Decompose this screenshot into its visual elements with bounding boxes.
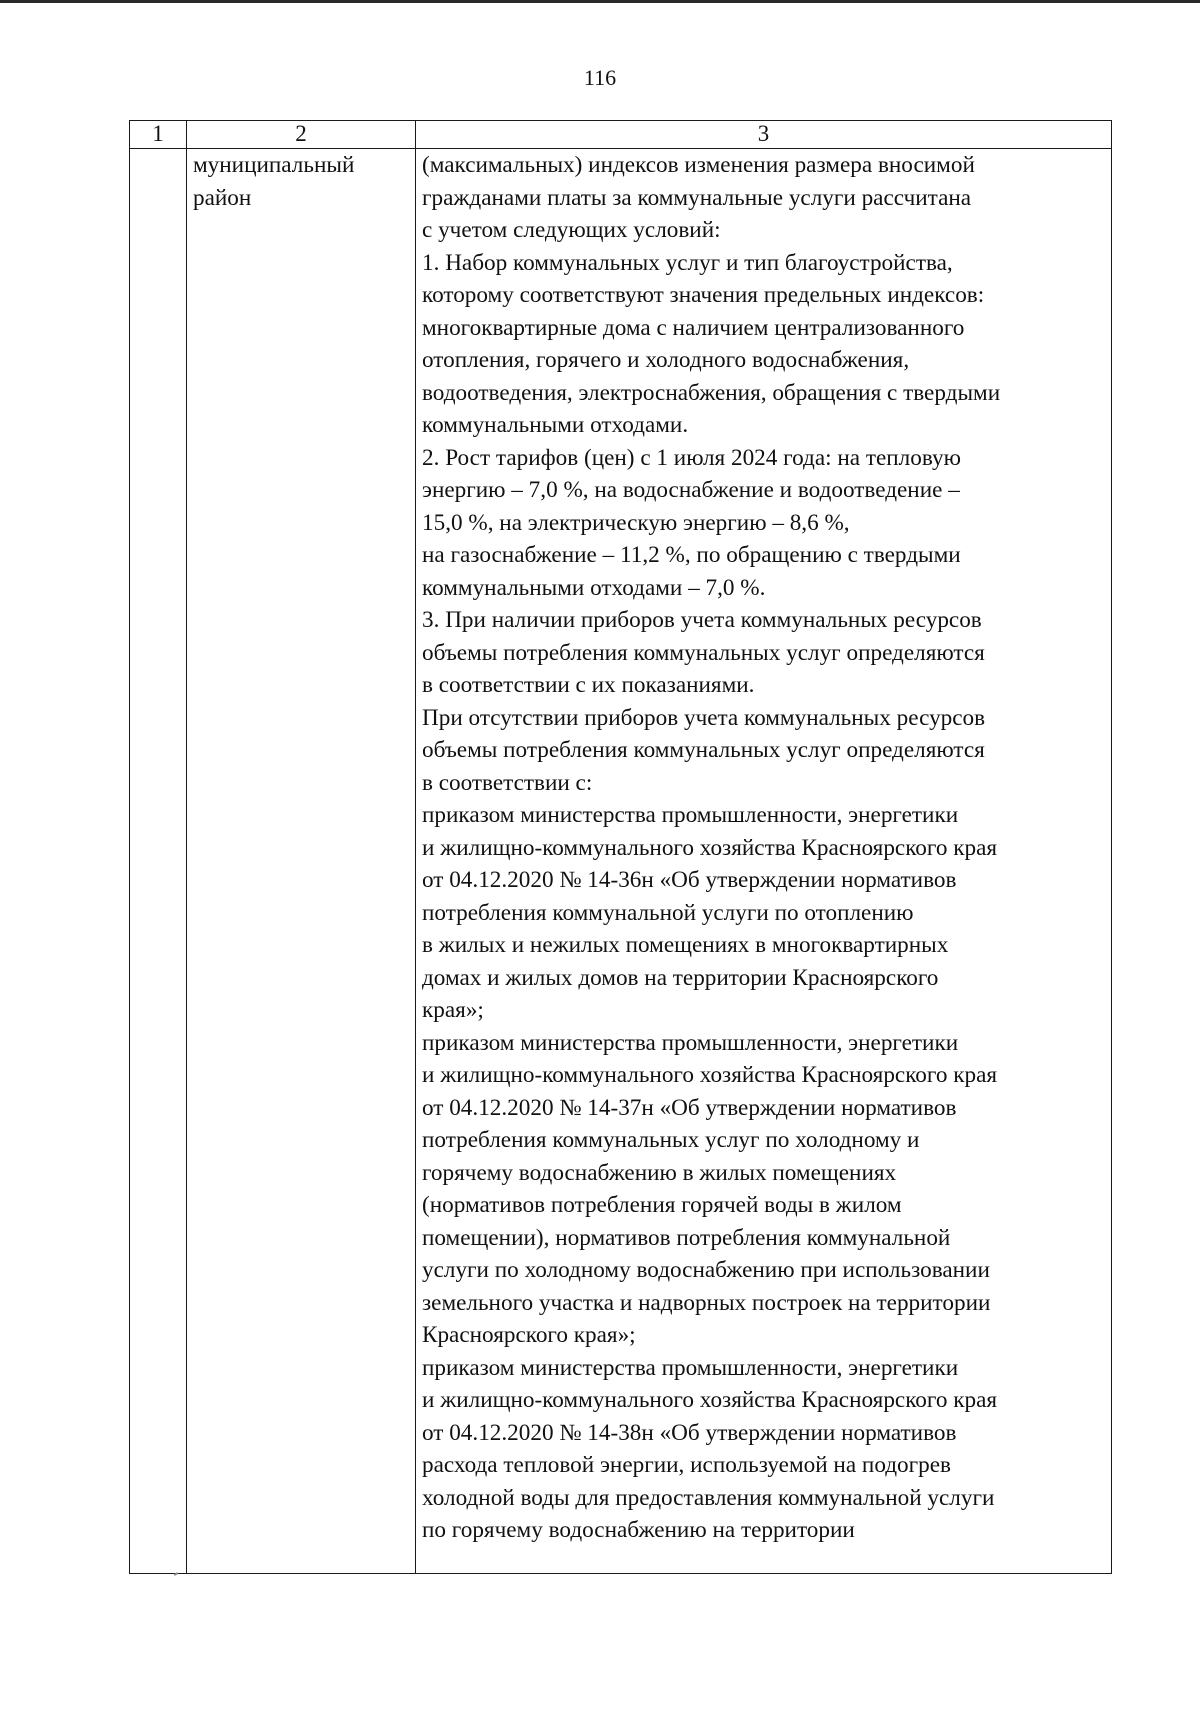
text-line: потребления коммунальной услуги по отоплению xyxy=(422,899,914,926)
text-line: с учетом следующих условий: xyxy=(422,217,721,243)
text-line: объемы потребления коммунальных услуг определяются xyxy=(422,639,985,666)
text-line: помещении), нормативов потребления коммунальной xyxy=(422,1224,951,1251)
text-line: 2. Рост тарифов (цен) с 1 июля 2024 года: на тепловую xyxy=(422,444,961,471)
text-line: 3. При наличии приборов учета коммунальных ресурсов xyxy=(422,607,982,633)
text-line: на газоснабжение – 11,2 %, по обращению с твердыми xyxy=(422,542,961,568)
text-line: приказом министерства промышленности, энергетики xyxy=(422,1029,959,1056)
text-line: коммунальными отходами. xyxy=(422,412,689,438)
text-line: и жилищно-коммунального хозяйства Красноярского края xyxy=(422,1387,998,1413)
column-header-3: 3 xyxy=(416,121,1112,149)
text-line: (максимальных) индексов изменения размера вносимой xyxy=(422,152,975,178)
text-line: Красноярского края»; xyxy=(422,1322,636,1348)
text-line: 15,0 %, на электрическую энергию – 8,6 %, xyxy=(422,509,850,536)
scan-artifact xyxy=(174,1572,178,1576)
text-line: приказом министерства промышленности, энергетики xyxy=(422,802,959,828)
text-line: водоотведения, электроснабжения, обращения с твердыми xyxy=(422,379,1001,406)
text-line: от 04.12.2020 № 14-37н «Об утверждении нормативов xyxy=(422,1094,957,1121)
document-table xyxy=(129,120,1112,1574)
text-line: в соответствии с: xyxy=(422,769,593,796)
text-line: многоквартирные дома с наличием централизованного xyxy=(422,314,965,341)
text-line: по горячему водоснабжению на территории xyxy=(422,1517,855,1543)
cell-column-1 xyxy=(130,149,187,1574)
text-line: гражданами платы за коммунальные услуги рассчитана xyxy=(422,184,972,211)
text-line: отопления, горячего и холодного водоснабжения, xyxy=(422,347,910,373)
text-line: приказом министерства промышленности, энергетики xyxy=(422,1354,959,1381)
cell-column-2 xyxy=(187,149,416,1574)
text-line: горячему водоснабжению в жилых помещениях xyxy=(422,1159,897,1186)
text-line: в соответствии с их показаниями. xyxy=(422,672,755,698)
text-line: услуги по холодному водоснабжению при использовании xyxy=(422,1257,990,1283)
text-line: район xyxy=(193,184,252,211)
cell-column-3 xyxy=(416,149,1112,1574)
text-line: от 04.12.2020 № 14-36н «Об утверждении нормативов xyxy=(422,867,957,893)
text-line: и жилищно-коммунального хозяйства Красноярского края xyxy=(422,1062,998,1088)
column-header-2: 2 xyxy=(187,121,416,149)
text-line: в жилых и нежилых помещениях в многоквартирных xyxy=(422,932,949,958)
text-line: от 04.12.2020 № 14-38н «Об утверждении нормативов xyxy=(422,1419,957,1446)
text-line: энергию – 7,0 %, на водоснабжение и водоотведение – xyxy=(422,477,960,503)
text-line: (нормативов потребления горячей воды в жилом xyxy=(422,1192,902,1218)
page-number: 116 xyxy=(583,65,617,90)
text-line: домах и жилых домов на территории Красноярского xyxy=(422,964,939,991)
text-line: и жилищно-коммунального хозяйства Красноярского края xyxy=(422,834,998,861)
table-row xyxy=(130,149,1112,1574)
scan-top-edge xyxy=(0,0,1200,3)
text-line: муниципальный xyxy=(193,152,355,178)
text-line: потребления коммунальных услуг по холодному и xyxy=(422,1127,920,1153)
table-header-row xyxy=(130,121,1112,149)
text-line: 1. Набор коммунальных услуг и тип благоустройства, xyxy=(422,249,953,276)
text-line: коммунальными отходами – 7,0 %. xyxy=(422,574,766,601)
text-line: земельного участка и надворных построек на территории xyxy=(422,1289,991,1316)
column-header-1: 1 xyxy=(130,121,187,149)
text-line: При отсутствии приборов учета коммунальных ресурсов xyxy=(422,704,986,731)
text-line: края»; xyxy=(422,997,484,1023)
text-line: холодной воды для предоставления коммунальной услуги xyxy=(422,1484,995,1511)
text-line: расхода тепловой энергии, используемой на подогрев xyxy=(422,1452,951,1478)
text-line: которому соответствуют значения предельных индексов: xyxy=(422,282,985,308)
text-line: объемы потребления коммунальных услуг определяются xyxy=(422,737,985,763)
